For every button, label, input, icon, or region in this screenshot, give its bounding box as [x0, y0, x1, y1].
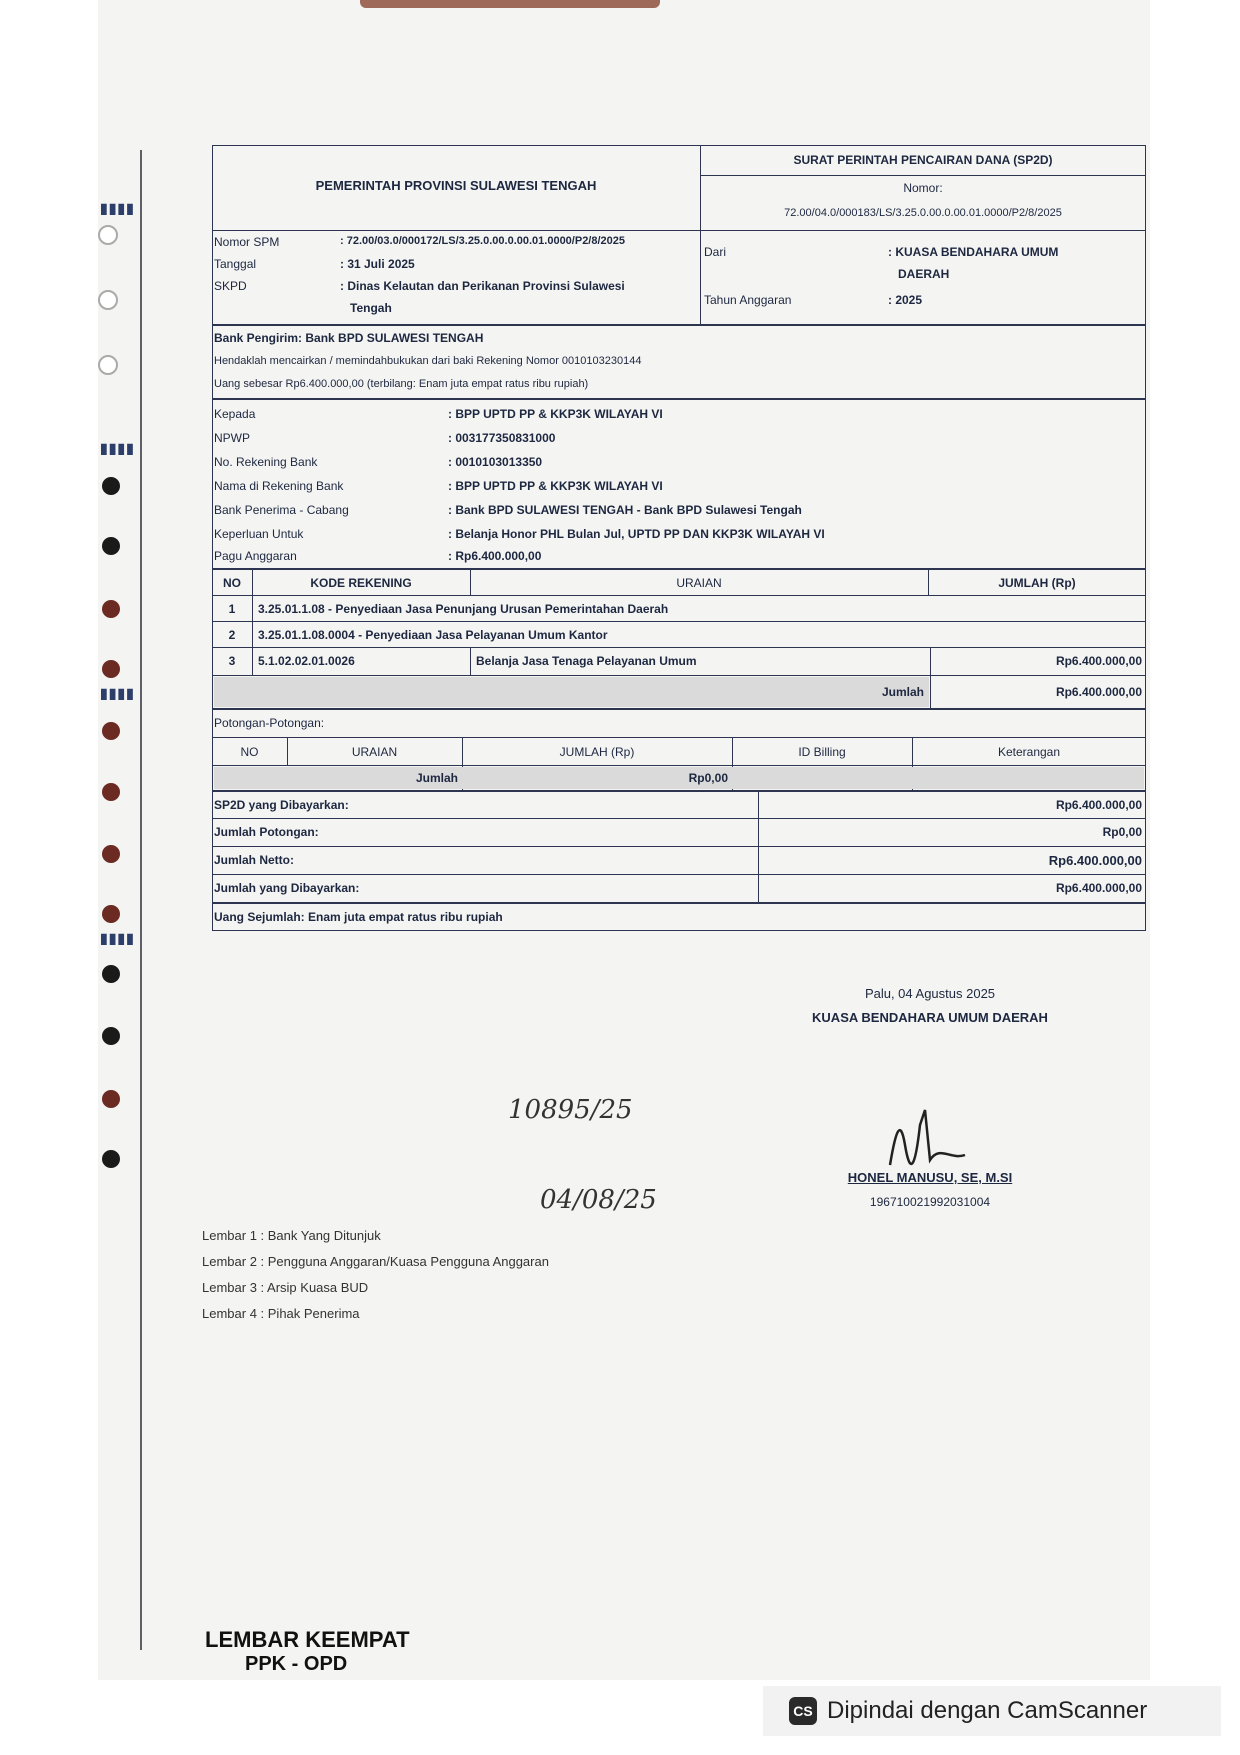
- table-hline: [212, 846, 1146, 847]
- punch-hole: [102, 660, 120, 678]
- dari-value-2: DAERAH: [898, 267, 950, 281]
- lembar-item: Lembar 1 : Bank Yang Ditunjuk: [202, 1228, 381, 1243]
- jumlah-value: Rp6.400.000,00: [1055, 685, 1142, 699]
- row-jumlah: Rp6.400.000,00: [1055, 654, 1142, 668]
- header-hline: [700, 230, 1146, 231]
- nomor-label: Nomor:: [903, 181, 943, 195]
- handwritten-signature: [880, 1105, 970, 1175]
- edge-mark: ▮▮▮▮: [100, 930, 135, 946]
- margin-line: [140, 150, 142, 1650]
- col-uraian: URAIAN: [676, 576, 722, 590]
- punch-hole: [102, 722, 120, 740]
- dari-label: Dari: [704, 245, 727, 259]
- edge-mark: ▮▮▮▮: [100, 685, 135, 701]
- row-uraian: Belanja Jasa Tenaga Pelayanan Umum: [476, 654, 697, 668]
- nomor-value: 72.00/04.0/000183/LS/3.25.0.00.0.00.01.0000/P2/8/2025: [784, 207, 1062, 219]
- punch-hole: [102, 600, 120, 618]
- handwritten-date: 04/08/25: [540, 1185, 657, 1215]
- row-kode: 3.25.01.1.08 - Penyediaan Jasa Penunjang Urusan Pemerintahan Daerah: [258, 602, 669, 616]
- signature-place-date: Palu, 04 Agustus 2025: [864, 986, 996, 1001]
- uang-sebesar: Uang sebesar Rp6.400.000,00 (terbilang: Enam juta empat ratus ribu rupiah): [214, 378, 589, 390]
- summary-value: Rp0,00: [1102, 825, 1142, 839]
- punch-hole: [102, 845, 120, 863]
- signature-name: HONEL MANUSU, SE, M.SI: [847, 1170, 1013, 1185]
- edge-mark: ▮▮▮▮: [100, 200, 135, 216]
- table-hline: [212, 765, 1146, 766]
- sp2d-title: SURAT PERINTAH PENCAIRAN DANA (SP2D): [793, 153, 1053, 167]
- summary-value: Rp6.400.000,00: [1055, 798, 1142, 812]
- header-hline: [700, 175, 1146, 176]
- skpd-value-1: : Dinas Kelautan dan Perikanan Provinsi Sulawesi: [340, 279, 625, 293]
- potongan-title: Potongan-Potongan:: [214, 716, 325, 730]
- potongan-col-jumlah: JUMLAH (Rp): [559, 745, 635, 759]
- signature-title: KUASA BENDAHARA UMUM DAERAH: [812, 1010, 1048, 1025]
- potongan-col-keterangan: Keterangan: [997, 745, 1061, 759]
- col-jumlah: JUMLAH (Rp): [998, 576, 1076, 590]
- ring-hole: [98, 355, 118, 375]
- skpd-label: SKPD: [214, 279, 247, 293]
- potongan-col-uraian: URAIAN: [351, 745, 398, 759]
- recipient-value: : BPP UPTD PP & KKP3K WILAYAH VI: [448, 407, 663, 421]
- camscanner-logo: CS: [789, 1697, 817, 1725]
- summary-label: Jumlah yang Dibayarkan:: [214, 881, 360, 895]
- potongan-jumlah-value: Rp0,00: [688, 771, 728, 785]
- skpd-value-2: Tengah: [350, 301, 392, 315]
- recipient-box: [212, 399, 1146, 569]
- row-no: 3: [228, 654, 236, 668]
- camscanner-text: Dipindai dengan CamScanner: [827, 1697, 1148, 1724]
- jumlah-label: Jumlah: [881, 685, 924, 699]
- tahun-label: Tahun Anggaran: [704, 293, 792, 307]
- summary-value: Rp6.400.000,00: [1055, 881, 1142, 895]
- left-title: PEMERINTAH PROVINSI SULAWESI TENGAH: [315, 178, 597, 193]
- nomor-spm-value: : 72.00/03.0/000172/LS/3.25.0.00.0.00.01.0000/P2/8/2025: [340, 235, 626, 247]
- potongan-jumlah-label: Jumlah: [415, 771, 458, 785]
- col-kode: KODE REKENING: [310, 576, 412, 590]
- punch-hole: [102, 1150, 120, 1168]
- edge-mark: ▮▮▮▮: [100, 440, 135, 456]
- lembar-item: Lembar 4 : Pihak Penerima: [202, 1306, 360, 1321]
- tanggal-label: Tanggal: [214, 257, 257, 271]
- recipient-label: NPWP: [214, 431, 250, 445]
- binder-holes: [96, 0, 136, 1680]
- punch-hole: [102, 1027, 120, 1045]
- recipient-label: Kepada: [214, 407, 256, 421]
- punch-hole: [102, 477, 120, 495]
- table-hline: [212, 818, 1146, 819]
- punch-hole: [102, 537, 120, 555]
- recipient-label: Keperluan Untuk: [214, 527, 304, 541]
- table-hline: [212, 621, 1146, 622]
- bank-pengirim: Bank Pengirim: Bank BPD SULAWESI TENGAH: [214, 331, 484, 345]
- summary-label: Jumlah Potongan:: [214, 825, 319, 839]
- hendaklah-text: Hendaklah mencairkan / memindahbukukan dari baki Rekening Nomor 0010103230144: [214, 355, 642, 367]
- recipient-label: Pagu Anggaran: [214, 549, 297, 563]
- handwritten-number: 10895/25: [508, 1095, 633, 1125]
- table-vline: [758, 791, 759, 903]
- camscanner-watermark: [763, 1686, 1221, 1736]
- tanggal-value: : 31 Juli 2025: [340, 257, 415, 271]
- ring-hole: [98, 225, 118, 245]
- row-kode: 3.25.01.1.08.0004 - Penyediaan Jasa Pelayanan Umum Kantor: [258, 628, 608, 642]
- recipient-value: : 003177350831000: [448, 431, 556, 445]
- top-stain: [360, 0, 660, 8]
- terbilang-text: Uang Sejumlah: Enam juta empat ratus ribu rupiah: [214, 910, 503, 924]
- summary-label: SP2D yang Dibayarkan:: [214, 798, 349, 812]
- nomor-spm-label: Nomor SPM: [214, 235, 280, 249]
- table-hline: [212, 874, 1146, 875]
- recipient-value: : Belanja Honor PHL Bulan Jul, UPTD PP DAN KKP3K WILAYAH VI: [448, 527, 825, 541]
- ring-hole: [98, 290, 118, 310]
- recipient-value: : 0010103013350: [448, 455, 543, 469]
- dari-value-1: : KUASA BENDAHARA UMUM: [888, 245, 1059, 259]
- recipient-label: Bank Penerima - Cabang: [214, 503, 349, 517]
- header-hline: [212, 230, 700, 231]
- ppk-opd-stamp: PPK - OPD: [245, 1653, 348, 1675]
- header-divider: [700, 145, 701, 325]
- summary-label: Jumlah Netto:: [214, 853, 295, 867]
- row-no: 1: [228, 602, 236, 616]
- potongan-col-no: NO: [240, 745, 259, 759]
- punch-hole: [102, 965, 120, 983]
- potongan-col-billing: ID Billing: [798, 745, 846, 759]
- signature-nip: 196710021992031004: [869, 1195, 991, 1209]
- summary-value: Rp6.400.000,00: [1048, 853, 1142, 868]
- table-vline: [470, 647, 471, 675]
- col-no: NO: [223, 576, 241, 590]
- punch-hole: [102, 783, 120, 801]
- recipient-label: Nama di Rekening Bank: [214, 479, 344, 493]
- lembar-item: Lembar 3 : Arsip Kuasa BUD: [202, 1280, 369, 1295]
- row-no: 2: [228, 628, 236, 642]
- table-hline: [212, 595, 1146, 596]
- table-hline: [212, 675, 1146, 676]
- table-hline: [212, 647, 1146, 648]
- recipient-value: : Bank BPD SULAWESI TENGAH - Bank BPD Sulawesi Tengah: [448, 503, 802, 517]
- tahun-value: : 2025: [888, 293, 923, 307]
- table-hline: [212, 737, 1146, 738]
- row-kode: 5.1.02.02.01.0026: [258, 654, 355, 668]
- punch-hole: [102, 905, 120, 923]
- lembar-item: Lembar 2 : Pengguna Anggaran/Kuasa Pengguna Anggaran: [202, 1254, 549, 1269]
- recipient-value: : BPP UPTD PP & KKP3K WILAYAH VI: [448, 479, 663, 493]
- recipient-value: : Rp6.400.000,00: [448, 549, 542, 563]
- punch-hole: [102, 1090, 120, 1108]
- recipient-label: No. Rekening Bank: [214, 455, 318, 469]
- lembar-keempat-stamp: LEMBAR KEEMPAT: [205, 1627, 410, 1652]
